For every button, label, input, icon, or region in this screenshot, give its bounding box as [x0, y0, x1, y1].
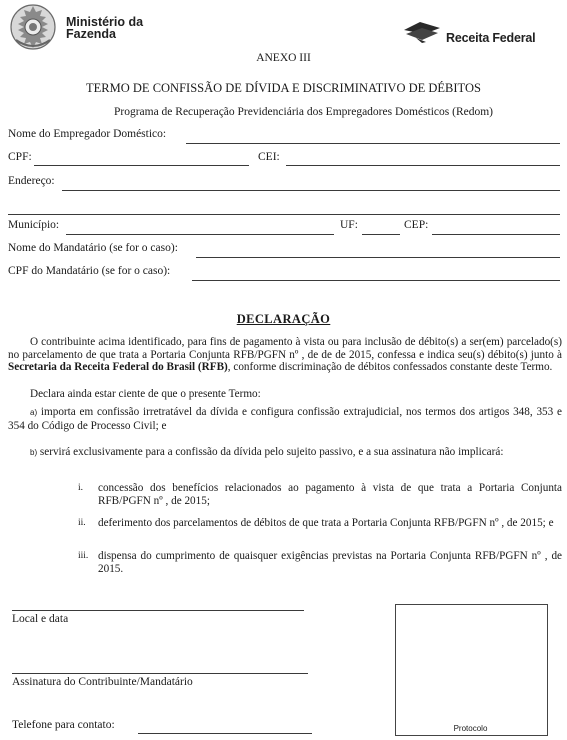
cep-label: CEP: — [404, 219, 429, 231]
coat-of-arms-icon — [8, 2, 58, 52]
receita-federal-logo-icon — [402, 20, 442, 44]
item-a-letter: a) — [30, 408, 38, 417]
sub-item-ii-text: deferimento dos parcelamentos de débitos de que trata a Portaria Conjunta RFB/PGFN nº , de 2015; e — [98, 517, 554, 529]
item-a-text: importa em confissão irretratável da dívida e configura confissão extrajudicial, nos termos dos artigos 348, 353 e 354 do Código de Processo Civil; e — [8, 406, 562, 432]
ministry-line-2: Fazenda — [66, 27, 117, 41]
sub-item-i-number: i. — [78, 483, 84, 493]
sub-item-iii-number: iii. — [78, 551, 89, 561]
ministry-line-1: Ministério da — [66, 15, 144, 29]
attorney-name-label: Nome do Mandatário (se for o caso): — [8, 242, 178, 254]
uf-line[interactable] — [362, 234, 400, 235]
employer-name-label: Nome do Empregador Doméstico: — [8, 128, 167, 140]
declaration-item-b — [8, 446, 562, 460]
uf-label: UF: — [340, 219, 358, 231]
phone-line[interactable] — [138, 733, 312, 734]
receita-federal-name: Receita Federal — [446, 31, 536, 45]
sub-item-iii-text: dispensa do cumprimento de quaisquer exigências previstas na Portaria Conjunta RFB/PGFN nº , de 2015. — [98, 550, 562, 575]
city-line[interactable] — [66, 234, 334, 235]
place-date-label: Local e data — [12, 613, 69, 625]
item-b-text: servirá exclusivamente para a confissão da dívida pelo sujeito passivo, e a sua assinatura não implicará: — [37, 446, 504, 458]
city-label: Município: — [8, 219, 60, 231]
attorney-cpf-line[interactable] — [192, 280, 560, 281]
cpf-line[interactable] — [34, 165, 249, 166]
annex-label: ANEXO III — [256, 52, 311, 64]
protocol-box — [395, 604, 548, 736]
program-name: Programa de Recuperação Previdenciária dos Empregadores Domésticos (Redom) — [113, 106, 494, 118]
ministry-name — [66, 16, 143, 40]
attorney-cpf-label: CPF do Mandatário (se for o caso): — [8, 265, 171, 277]
declaration-paragraph-1 — [8, 336, 562, 374]
address-label: Endereço: — [8, 175, 55, 187]
address-line-2[interactable] — [8, 214, 560, 215]
declaration-item-a — [8, 406, 562, 432]
document-title: TERMO DE CONFISSÃO DE DÍVIDA E DISCRIMINATIVO DE DÉBITOS — [86, 81, 481, 95]
signature-label: Assinatura do Contribuinte/Mandatário — [12, 676, 193, 688]
place-date-line[interactable] — [12, 610, 304, 611]
attorney-name-line[interactable] — [196, 257, 560, 258]
paragraph-1-end: , conforme discriminação de débitos confessados constante deste Termo. — [227, 361, 553, 373]
item-b-letter: b) — [30, 448, 38, 457]
declaration-title: DECLARAÇÃO — [236, 312, 331, 326]
signature-line[interactable] — [12, 673, 308, 674]
sub-item-i-text: concessão dos benefícios relacionados ao pagamento à vista de que trata a Portaria Conjunta RFB/PGFN nº , de 2015; — [98, 482, 562, 507]
cei-label: CEI: — [258, 151, 280, 163]
declaration-paragraph-2: Declara ainda estar ciente de que o presente Termo: — [30, 388, 261, 400]
paragraph-1-start: O contribuinte acima identificado, para fins de pagamento à vista ou para inclusão de débito(s) a ser(em) parcelado(s) no parcelamento de que trata a Portaria Conjunta RFB/PGFN nº , de de de 2015, confessa e indica seu(s) débito(s) junto à — [8, 336, 562, 361]
phone-label: Telefone para contato: — [12, 719, 115, 731]
rfb-highlight: Secretaria da Receita Federal do Brasil (RFB) — [8, 361, 228, 373]
cei-line[interactable] — [286, 165, 560, 166]
sub-item-ii-number: ii. — [78, 518, 86, 528]
protocol-label: Protocolo — [453, 724, 488, 733]
address-line[interactable] — [62, 190, 560, 191]
employer-name-line[interactable] — [186, 143, 560, 144]
cep-line[interactable] — [432, 234, 560, 235]
cpf-label: CPF: — [8, 151, 32, 163]
